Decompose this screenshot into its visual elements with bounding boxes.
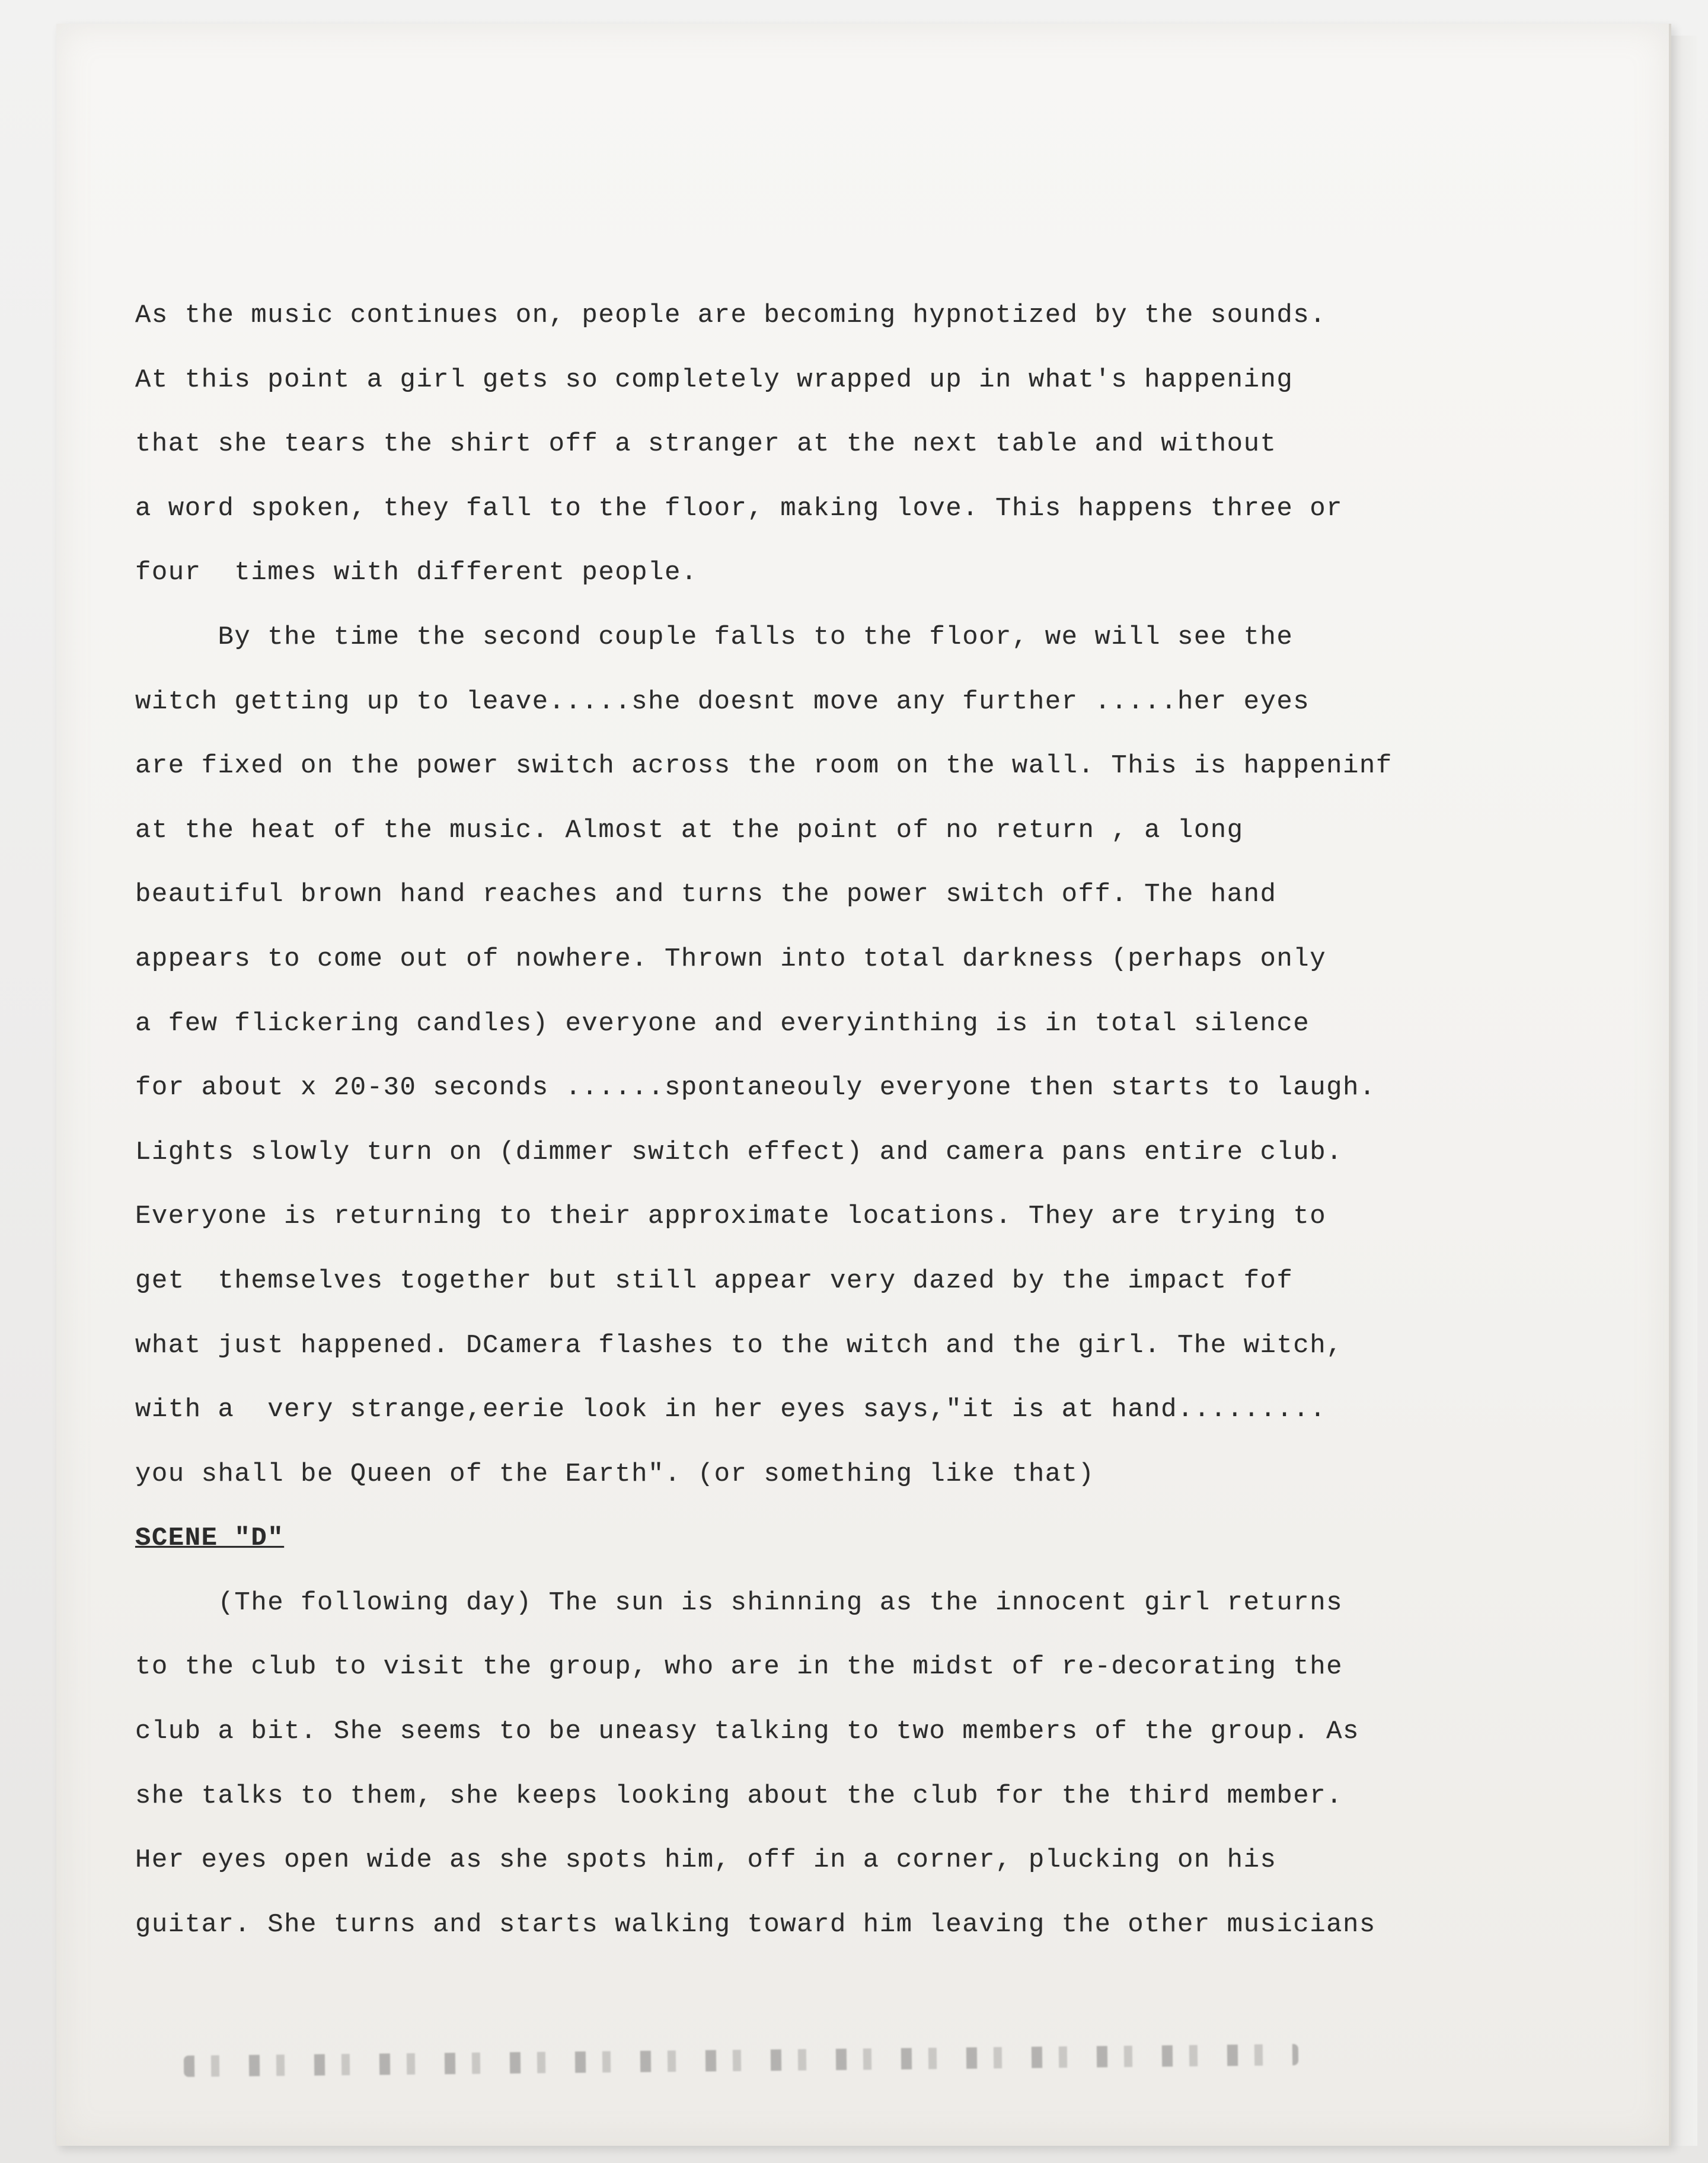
text-line: (The following day) The sun is shinning as the innocent girl returns (135, 1587, 1343, 1618)
text-line: get themselves together but still appear very dazed by the impact fof (135, 1266, 1294, 1296)
text-line: At this point a girl gets so completely wrapped up in what's happening (135, 365, 1294, 395)
text-line: for about x 20-30 seconds ......spontaneouly everyone then starts to laugh. (135, 1073, 1376, 1103)
text-line: you shall be Queen of the Earth". (or something like that) (135, 1459, 1095, 1489)
page-text (135, 283, 1629, 1957)
text-line: she talks to them, she keeps looking about the club for the third member. (135, 1781, 1343, 1811)
text-line: what just happened. DCamera flashes to the witch and the girl. The witch, (135, 1330, 1343, 1360)
text-line: at the heat of the music. Almost at the point of no return , a long (135, 815, 1244, 845)
text-line: club a bit. She seems to be uneasy talking to two members of the group. As (135, 1717, 1359, 1747)
text-line: four times with different people. (135, 558, 698, 588)
text-line: with a very strange,eerie look in her eyes says,"it is at hand......... (135, 1395, 1327, 1425)
text-line: a few flickering candles) everyone and everyinthing is in total silence (135, 1008, 1310, 1039)
text-line: As the music continues on, people are becoming hypnotized by the sounds. (135, 301, 1327, 330)
text-line: to the club to visit the group, who are in the midst of re-decorating the (135, 1652, 1343, 1682)
text-line: guitar. She turns and starts walking toward him leaving the other musicians (135, 1909, 1376, 1940)
text-line: that she tears the shirt off a stranger at the next table and without (135, 429, 1277, 459)
text-line: are fixed on the power switch across the room on the wall. This is happeninf (135, 751, 1393, 781)
text-line: beautiful brown hand reaches and turns the power switch off. The hand (135, 880, 1277, 910)
text-line: By the time the second couple falls to the floor, we will see the (135, 622, 1294, 652)
text-line: a word spoken, they fall to the floor, making love. This happens three or (135, 493, 1343, 523)
scene-heading: SCENE "D" (135, 1523, 285, 1554)
text-line: Lights slowly turn on (dimmer switch effect) and camera pans entire club. (135, 1137, 1343, 1167)
text-line: Everyone is returning to their approximate locations. They are trying to (135, 1202, 1327, 1232)
text-line: witch getting up to leave.....she doesnt move any further .....her eyes (135, 686, 1310, 717)
text-line: Her eyes open wide as she spots him, off in a corner, plucking on his (135, 1845, 1277, 1876)
text-line: appears to come out of nowhere. Thrown into total darkness (perhaps only (135, 944, 1327, 974)
